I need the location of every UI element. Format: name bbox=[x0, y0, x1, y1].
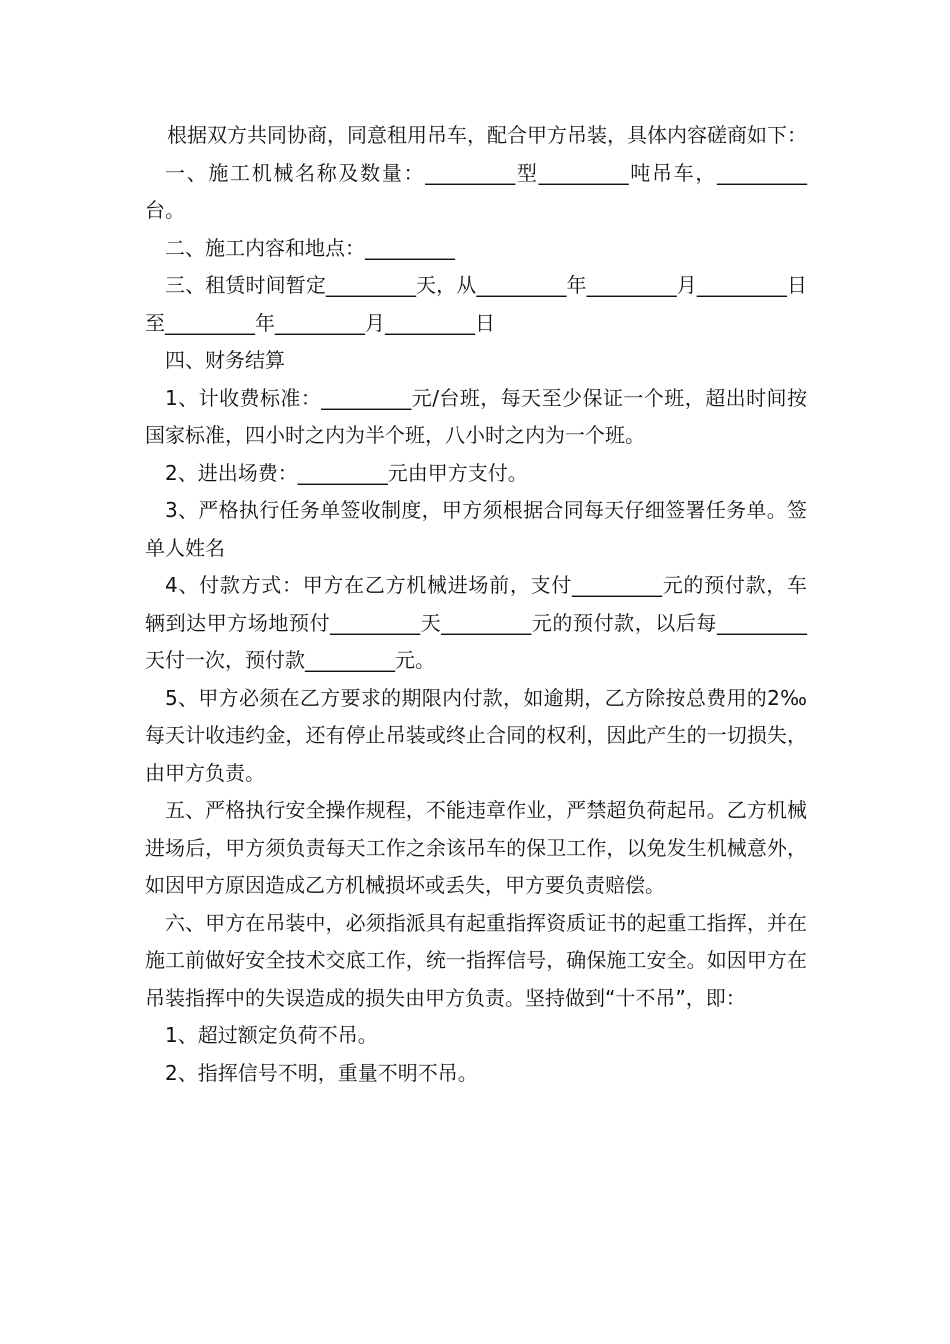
section-6-lifting-command: 六、甲方在吊装中，必须指派具有起重指挥资质证书的起重工指挥，并在施工前做好安全技术交底工作，统一指挥信号，确保施工安全。如因甲方在吊装指挥中的失误造成的损失由甲方负责。坚持做到“十不吊”，即： bbox=[145, 910, 807, 1010]
section-4-financial-settlement: 四、财务结算 bbox=[165, 348, 285, 372]
finance-item-2-entry-exit-fee: 2、进出场费：_________元由甲方支付。 bbox=[165, 460, 528, 485]
rule-item-1: 1、超过额定负荷不吊。 bbox=[165, 1023, 378, 1047]
section-5-safety: 五、严格执行安全操作规程，不能违章作业，严禁超负荷起吊。乙方机械进场后，甲方须负责每天工作之余该吊车的保卫工作，以免发生机械意外，如因甲方原因造成乙方机械损坏或丢失，甲方要负责赔偿。 bbox=[145, 798, 807, 897]
intro-paragraph: 根据双方共同协商，同意租用吊车，配合甲方吊装，具体内容磋商如下： bbox=[167, 123, 807, 147]
section-2-content-location: 二、施工内容和地点：_________ bbox=[165, 235, 455, 260]
rule-item-2: 2、指挥信号不明，重量不明不吊。 bbox=[165, 1060, 478, 1085]
document-body bbox=[145, 117, 807, 1092]
section-1-machinery: 一、施工机械名称及数量：_________型_________吨吊车，_________台。 bbox=[145, 160, 807, 222]
finance-item-3-task-order: 3、严格执行任务单签收制度，甲方须根据合同每天仔细签署任务单。签单人姓名 bbox=[145, 498, 807, 560]
finance-item-1-fee-standard: 1、计收费标准：_________元/台班，每天至少保证一个班，超出时间按国家标准，四小时之内为半个班，八小时之内为一个班。 bbox=[145, 385, 807, 447]
section-3-rental-period: 三、租赁时间暂定_________天，从_________年_________月_________日至_________年_________月_________日 bbox=[145, 273, 807, 335]
finance-item-5-late-payment: 5、甲方必须在乙方要求的期限内付款，如逾期，乙方除按总费用的2‰每天计收违约金，还有停止吊装或终止合同的权利，因此产生的一切损失，由甲方负责。 bbox=[145, 685, 807, 785]
finance-item-4-payment-method: 4、付款方式：甲方在乙方机械进场前，支付_________元的预付款，车辆到达甲方场地预付_________天_________元的预付款，以后每_________天付一次，预付款_________元。 bbox=[145, 573, 807, 672]
